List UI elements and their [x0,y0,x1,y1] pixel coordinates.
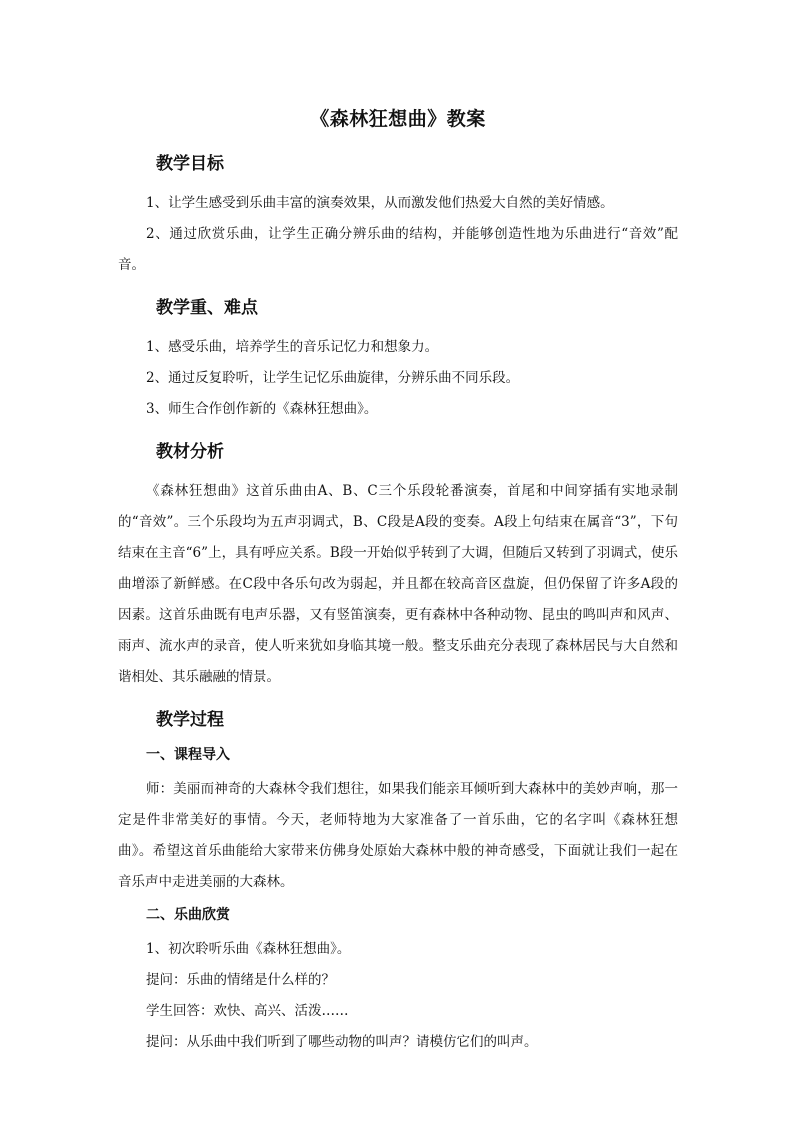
document-page [118,104,678,1058]
section-heading-analysis: 教材分析 [156,442,224,462]
paragraph: 提问：从乐曲中我们听到了哪些动物的叫声？请模仿它们的叫声。 [146,1034,538,1050]
paragraph: 师：美丽而神奇的大森林令我们想往，如果我们能亲耳倾听到大森林中的美妙声响，那一定是件非常美好的事情。今天，老师特地为大家准备了一首乐曲，它的名字叫《森林狂想曲》。希望这首乐曲能给大家带来仿佛身处原始大森林中般的神奇感受，下面就让我们一起在音乐声中走进美丽的大森林。 [118,781,678,890]
paragraph: 1、感受乐曲，培养学生的音乐记忆力和想象力。 [146,339,439,355]
section-heading-focus: 教学重、难点 [156,298,258,318]
subsection-heading-appreciation: 二、乐曲欣赏 [146,907,230,923]
paragraph: 1、让学生感受到乐曲丰富的演奏效果，从而激发他们热爱大自然的美好情感。 [146,195,614,211]
paragraph: 学生回答：欢快、高兴、活泼…… [146,1003,349,1019]
document-title: 《森林狂想曲》教案 [310,108,486,130]
section-heading-process: 教学过程 [156,710,224,730]
paragraph: 2、通过反复聆听，让学生记忆乐曲旋律，分辨乐曲不同乐段。 [146,370,520,386]
paragraph: 《森林狂想曲》这首乐曲由A、B、C三个乐段轮番演奏，首尾和中间穿插有实地录制的“音效”。三个乐段均为五声羽调式，B、C段是A段的变奏。A段上句结束在属音“3”，下句结束在主音“6”上，具有呼应关系。B段一开始似乎转到了大调，但随后又转到了羽调式，使乐曲增添了新鲜感。在C段中各乐句改为弱起，并且都在较高音区盘旋，但仍保留了许多A段的因素。这首乐曲既有电声乐器，又有竖笛演奏，更有森林中各种动物、昆虫的鸣叫声和风声、雨声、流水声的录音，使人听来犹如身临其境一般。整支乐曲充分表现了森林居民与大自然和谐相处、其乐融融的情景。 [118,483,678,685]
paragraph: 2、通过欣赏乐曲，让学生正确分辨乐曲的结构，并能够创造性地为乐曲进行“音效”配音。 [118,226,678,273]
paragraph: 1、初次聆听乐曲《森林狂想曲》。 [146,941,351,957]
section-heading-goals: 教学目标 [156,154,224,174]
paragraph: 提问：乐曲的情绪是什么样的？ [146,972,335,988]
paragraph: 3、师生合作创作新的《森林狂想曲》。 [146,401,378,417]
subsection-heading-intro: 一、课程导入 [146,747,230,763]
